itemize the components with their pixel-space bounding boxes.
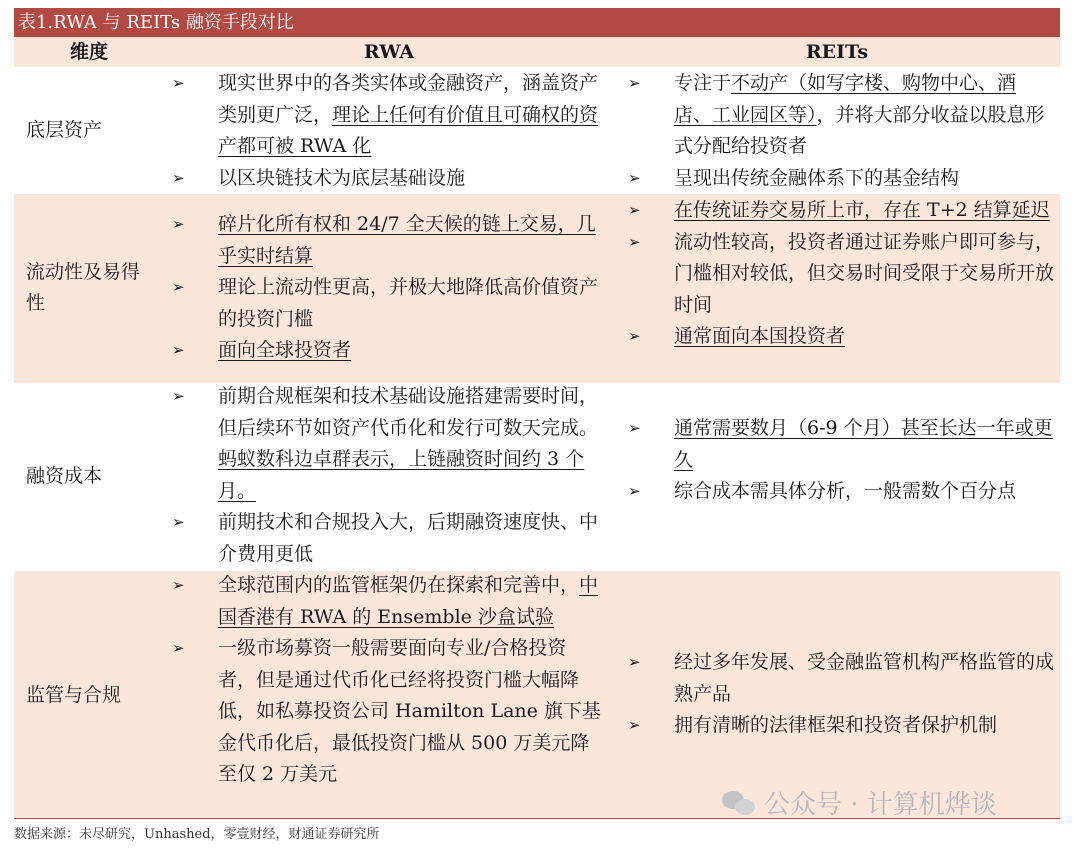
bullet-arrow-icon: ➢ <box>172 278 185 296</box>
header-dimension: 维度 <box>14 37 164 67</box>
bullet-text: ，并将大部分收益以股息形式分配给投资者 <box>674 103 1045 157</box>
bullet-text: 前期技术和合规投入大，后期融资速度快、中介费用更低 <box>218 511 599 565</box>
bullet-arrow-icon: ➢ <box>628 232 641 251</box>
underlined-text: 面向全球投资者 <box>218 339 352 361</box>
rwa-cell-underlying <box>172 68 602 194</box>
dimension-label: 监管与合规 <box>26 684 122 706</box>
bullet-arrow-icon: ➢ <box>628 168 641 187</box>
underlined-text: 通常需要数月（6-9 个月）甚至长达一年或更久 <box>674 417 1053 471</box>
rwa-cell-cost <box>172 381 602 570</box>
header-rwa: RWA <box>164 37 614 67</box>
reits-cell-cost <box>628 413 1054 508</box>
header-reits: REITs <box>614 37 1060 67</box>
dimension-label: 流动性及易得性 <box>26 261 141 314</box>
bullet-text: 经过多年发展、受金融监管机构严格监管的成熟产品 <box>674 651 1055 705</box>
bullet-text: 前期合规框架和技术基础设施搭建需要时间，但后续环节如资产代币化和发行可数天完成。 <box>218 385 599 439</box>
bullet-text: 拥有清晰的法律框架和投资者保护机制 <box>674 714 998 736</box>
bullet-arrow-icon: ➢ <box>172 639 185 657</box>
bullet-item <box>628 476 1054 508</box>
bullet-item <box>172 570 602 633</box>
bullet-item <box>172 272 602 335</box>
bullet-item <box>628 163 1054 195</box>
bullet-arrow-icon: ➢ <box>172 74 185 92</box>
bullet-item <box>628 413 1054 476</box>
underlined-text: 蚂蚁数科边卓群表示，上链融资时间约 3 个月。 <box>218 448 585 502</box>
bullet-text: 综合成本需具体分析，一般需数个百分点 <box>674 480 1017 502</box>
bullet-item <box>628 195 1054 227</box>
dimension-label: 底层资产 <box>26 119 103 141</box>
bullet-arrow-icon: ➢ <box>628 716 641 734</box>
source-note: 数据来源：未尽研究，Unhashed，零壹财经，财通证券研究所 <box>14 827 380 842</box>
bullet-arrow-icon: ➢ <box>628 653 641 671</box>
wechat-icon <box>722 789 756 817</box>
underlined-text: 中国香港有 RWA 的 Ensemble 沙盒试验 <box>218 574 599 628</box>
rwa-cell-liquidity <box>172 209 602 367</box>
underlined-text: 不动产（如写字楼、购物中心、酒店、工业园区等） <box>674 72 1017 126</box>
bullet-item <box>628 68 1054 163</box>
bullet-arrow-icon: ➢ <box>628 201 641 219</box>
bullet-item <box>172 381 602 507</box>
bullet-arrow-icon: ➢ <box>628 419 641 437</box>
bullet-text: 流动性较高，投资者通过证券账户即可参与，门槛相对较低，但交易时间受限于交易所开放时间 <box>674 230 1055 316</box>
table-title: 表1.RWA 与 REITs 融资手段对比 <box>14 8 1060 37</box>
bullet-item <box>172 335 602 367</box>
bullet-text: 以区块链技术为底层基础设施 <box>218 166 466 189</box>
bullet-text: 呈现出传统金融体系下的基金结构 <box>674 166 960 189</box>
bullet-item <box>628 321 1054 353</box>
bullet-item <box>628 647 1054 710</box>
watermark <box>722 784 997 821</box>
reits-cell-liquidity <box>628 195 1054 353</box>
bullet-text: 专注于 <box>674 72 732 94</box>
bullet-arrow-icon: ➢ <box>172 215 185 233</box>
watermark-text: 公众号 · 计算机烨谈 <box>764 790 997 820</box>
bullet-arrow-icon: ➢ <box>628 482 641 500</box>
dimension-label: 融资成本 <box>26 465 103 487</box>
bullet-arrow-icon: ➢ <box>172 341 185 359</box>
bullet-text: 全球范围内的监管框架仍在探索和完善中， <box>218 574 580 596</box>
bullet-text: 理论上流动性更高，并极大地降低高价值资产的投资门槛 <box>218 276 599 330</box>
bullet-arrow-icon: ➢ <box>628 327 641 345</box>
reits-cell-regulation <box>628 647 1054 742</box>
bullet-arrow-icon: ➢ <box>172 387 185 405</box>
underlined-text: 通常面向本国投资者 <box>674 325 846 347</box>
bullet-item <box>172 209 602 272</box>
bullet-item <box>172 507 602 570</box>
bullet-item <box>172 163 602 195</box>
bullet-item <box>628 227 1054 322</box>
bullet-arrow-icon: ➢ <box>628 74 641 92</box>
bullet-arrow-icon: ➢ <box>172 576 185 594</box>
bullet-item <box>172 633 602 791</box>
underlined-text: 理论上任何有价值且可确权的资产都可被 RWA 化 <box>218 103 599 157</box>
rwa-cell-regulation <box>172 570 602 791</box>
underlined-text: 碎片化所有权和 24/7 全天候的链上交易，几乎实时结算 <box>218 213 596 267</box>
bullet-arrow-icon: ➢ <box>172 513 185 531</box>
bullet-arrow-icon: ➢ <box>172 168 185 187</box>
bullet-item <box>628 710 1054 742</box>
reits-cell-underlying <box>628 68 1054 194</box>
bullet-item <box>172 68 602 163</box>
bullet-text: 一级市场募资一般需要面向专业/合格投资者，但是通过代币化已经将投资门槛大幅降低，如私募投资公司 Hamilton Lane 旗下基金代币化后，最低投资门槛从 500 万美元降至仅 2 万美元 <box>218 637 601 785</box>
underlined-text: 在传统证券交易所上市，存在 T+2 结算延迟 <box>674 199 1050 221</box>
bullet-text: 现实世界中的各类实体或金融资产，涵盖资产类别更广泛， <box>218 72 599 126</box>
